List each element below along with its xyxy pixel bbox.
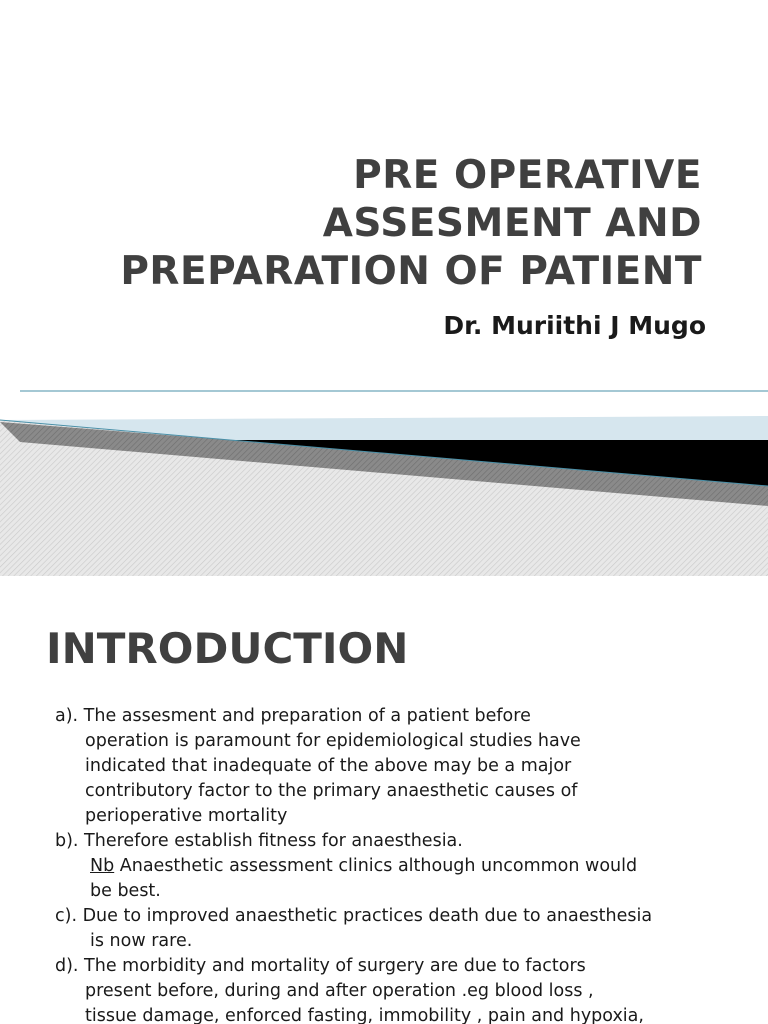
introduction-slide xyxy=(0,576,768,1024)
title-line-1: PRE OPERATIVE xyxy=(353,153,702,198)
list-item-text: operation is paramount for epidemiological studies have xyxy=(85,731,581,751)
list-item-c xyxy=(55,904,735,954)
title-line-3: PREPARATION OF PATIENT xyxy=(120,249,702,294)
note-line xyxy=(55,854,735,879)
list-item-text: b). Therefore establish fitness for anaesthesia. xyxy=(55,831,463,851)
note-continuation: be best. xyxy=(90,881,161,901)
list-item-a xyxy=(55,704,735,829)
list-item-text: present before, during and after operation .eg blood loss , xyxy=(85,981,594,1001)
title-line-2: ASSESMENT AND xyxy=(322,201,702,246)
list-item-text: a). The assesment and preparation of a patient before xyxy=(55,706,531,726)
introduction-body xyxy=(55,704,735,1024)
list-item-text: is now rare. xyxy=(90,931,193,951)
list-item-text: perioperative mortality xyxy=(85,806,288,826)
list-item-d xyxy=(55,954,735,1024)
note-text: Anaesthetic assessment clinics although uncommon would xyxy=(114,856,638,876)
slide-subtitle-author: Dr. Muriithi J Mugo xyxy=(443,311,706,340)
section-heading: INTRODUCTION xyxy=(46,624,409,673)
list-item-text: d). The morbidity and mortality of surgery are due to factors xyxy=(55,956,586,976)
list-item-text: contributory factor to the primary anaesthetic causes of xyxy=(85,781,578,801)
list-item-text: indicated that inadequate of the above may be a major xyxy=(85,756,572,776)
decorative-band-graphic xyxy=(0,380,768,576)
list-item-text: c). Due to improved anaesthetic practices death due to anaesthesia xyxy=(55,906,653,926)
list-item-text: tissue damage, enforced fasting, immobility , pain and hypoxia, xyxy=(85,1006,644,1024)
slide-title xyxy=(62,152,702,296)
note-label: Nb xyxy=(90,856,115,876)
list-item-b xyxy=(55,829,735,904)
